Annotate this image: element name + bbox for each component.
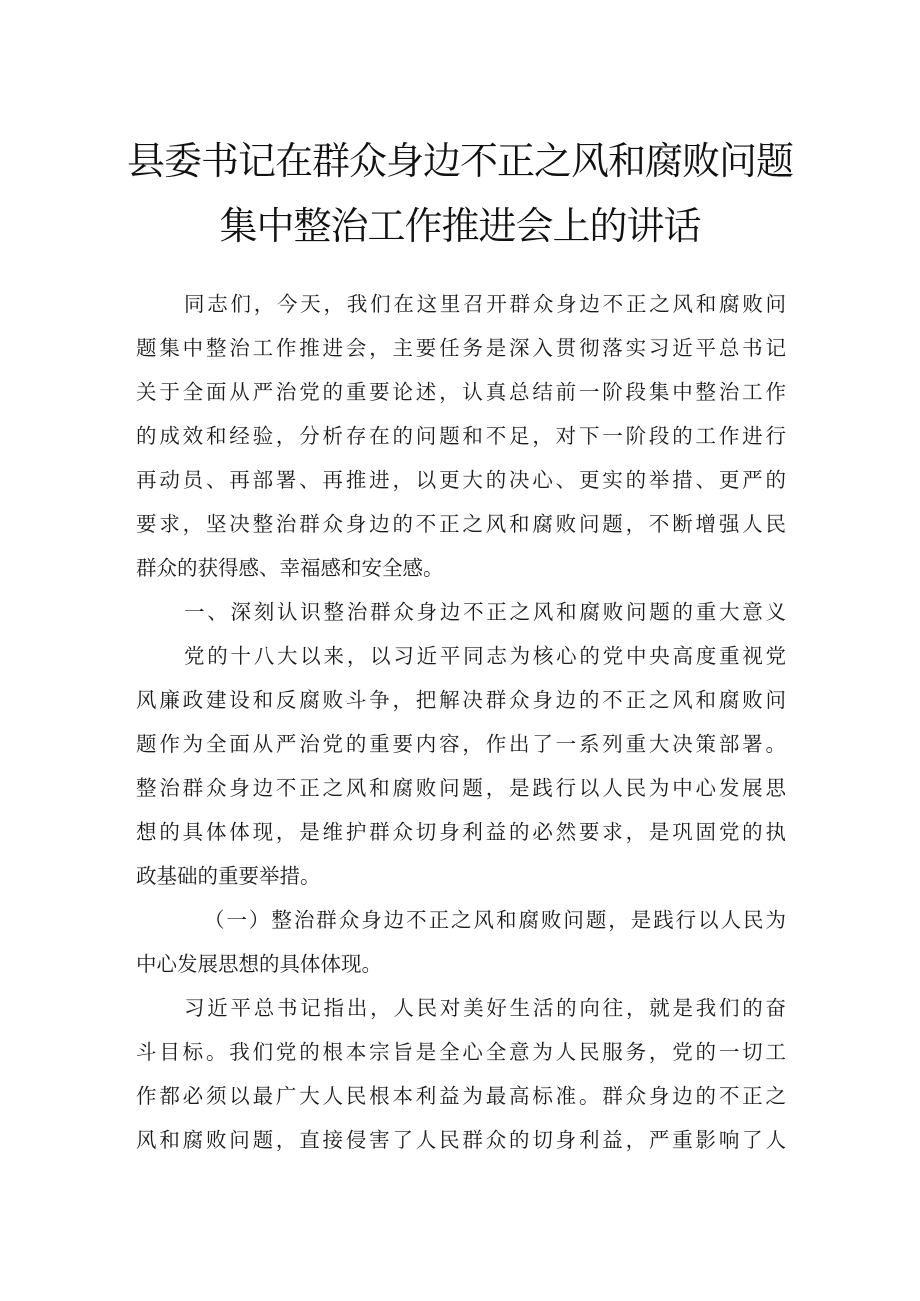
subsection-heading-line: （一）整治群众身边不正之风和腐败问题，是践行以人民为 <box>204 908 786 932</box>
paragraph-2-line: 政基础的重要举措。 <box>136 864 321 888</box>
section-heading: 一、深刻认识整治群众身边不正之风和腐败问题的重大意义 <box>184 600 786 624</box>
paragraph-1-line: 同志们，今天，我们在这里召开群众身边不正之风和腐败问 <box>184 292 786 316</box>
paragraph-3-line: 作都必须以最广大人民根本利益为最高标准。群众身边的不正之 <box>136 1084 786 1108</box>
paragraph-1-line: 再动员、再部署、再推进，以更大的决心、更实的举措、更严的 <box>136 468 786 492</box>
paragraph-1-line: 的成效和经验，分析存在的问题和不足，对下一阶段的工作进行 <box>136 424 786 448</box>
paragraph-1-line: 关于全面从严治党的重要论述，认真总结前一阶段集中整治工作 <box>136 380 786 404</box>
paragraph-2-line: 风廉政建设和反腐败斗争，把解决群众身边的不正之风和腐败问 <box>136 688 786 712</box>
paragraph-1-line: 群众的获得感、幸福感和安全感。 <box>136 556 444 580</box>
paragraph-3-line: 风和腐败问题，直接侵害了人民群众的切身利益，严重影响了人 <box>136 1128 786 1152</box>
paragraph-2-line: 党的十八大以来，以习近平同志为核心的党中央高度重视党 <box>184 644 786 668</box>
document-title-line-2: 集中整治工作推进会上的讲话 <box>219 204 701 248</box>
paragraph-1-line: 题集中整治工作推进会，主要任务是深入贯彻落实习近平总书记 <box>136 336 786 360</box>
document-title-line-1: 县委书记在群众身边不正之风和腐败问题 <box>126 139 793 183</box>
subsection-heading-line: 中心发展思想的具体体现。 <box>136 952 382 976</box>
paragraph-3-line: 斗目标。我们党的根本宗旨是全心全意为人民服务，党的一切工 <box>136 1040 786 1064</box>
paragraph-3-line: 习近平总书记指出，人民对美好生活的向往，就是我们的奋 <box>184 996 786 1020</box>
paragraph-1-line: 要求，坚决整治群众身边的不正之风和腐败问题，不断增强人民 <box>136 512 786 536</box>
paragraph-2-line: 整治群众身边不正之风和腐败问题，是践行以人民为中心发展思 <box>136 776 786 800</box>
paragraph-2-line: 想的具体体现，是维护群众切身利益的必然要求，是巩固党的执 <box>136 820 786 844</box>
paragraph-2-line: 题作为全面从严治党的重要内容，作出了一系列重大决策部署。 <box>136 732 786 756</box>
